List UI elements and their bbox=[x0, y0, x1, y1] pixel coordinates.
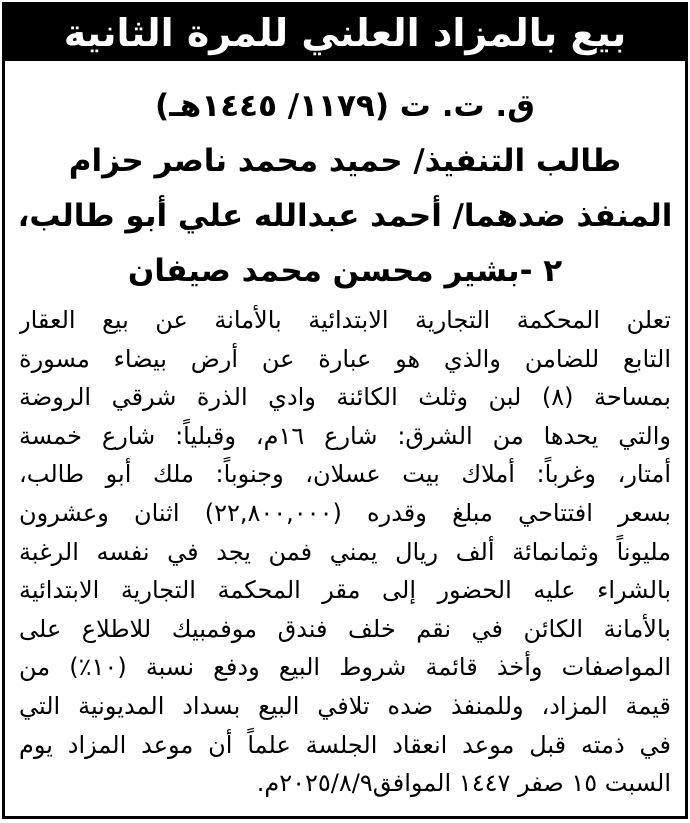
body-line: بمساحة (٨) لبن وثلث الكائنة وادي الذرة شرقي الروضة bbox=[19, 383, 671, 412]
body-line: أمتار، وغرباً: أملاك بيت عسلان، وجنوباً: ملك أبو طالب، bbox=[19, 460, 671, 489]
body-line: بالشراء عليه الحضور إلى مقر المحكمة التجارية الابتدائية bbox=[19, 576, 671, 605]
body-line: مليوناً وثمانمائة ألف ريال يمني فمن يجد في نفسه الرغبة bbox=[19, 537, 671, 566]
body-line: التابع للضامن والذي هو عبارة عن أرض بيضاء مسورة bbox=[19, 344, 671, 373]
case-header bbox=[5, 61, 685, 299]
defendants-line-2: ٢ -بشير محسن محمد صيفان bbox=[127, 253, 563, 289]
body-line: تعلن المحكمة التجارية الابتدائية بالأمانة عن بيع العقار bbox=[19, 306, 671, 334]
execution-applicant: طالب التنفيذ/ حميد محمد ناصر حزام bbox=[68, 143, 622, 179]
defendants-line-1: المنفذ ضدهما/ أحمد عبدالله علي أبو طالب، bbox=[17, 198, 673, 234]
notice-title-banner bbox=[5, 5, 685, 61]
auction-notice bbox=[2, 2, 688, 819]
notice-title: بيع بالمزاد العلني للمرة الثانية bbox=[63, 11, 627, 55]
body-line: بسعر افتتاحي مبلغ وقدره (٢٢,٨٠٠,٠٠٠) اثنان وعشرون bbox=[19, 498, 671, 527]
body-line: في ذمته قبل موعد انعقاد الجلسة علماً أن موعد المزاد يوم bbox=[19, 730, 671, 759]
case-number: ق. ت. ت (١١٧٩/ ١٤٤٥هـ) bbox=[155, 88, 535, 124]
body-line: بالأمانة الكائن في نقم خلف فندق موفمبيك للاطلاع على bbox=[19, 614, 671, 643]
body-line: قيمة المزاد، وللمنفذ ضده تلافي البيع بسداد المديونية التي bbox=[19, 691, 671, 720]
body-line-last: السبت ١٥ صفر ١٤٤٧ الموافق٢٠٢٥/٨/٩م. bbox=[256, 769, 671, 798]
body-line: المواصفات وأخذ قائمة شروط البيع ودفع نسبة (١٠٪) من bbox=[19, 653, 671, 682]
notice-body bbox=[5, 299, 685, 803]
body-line: والتي يحدها من الشرق: شارع ١٦م، وقبلياً: شارع خمسة bbox=[19, 421, 671, 450]
